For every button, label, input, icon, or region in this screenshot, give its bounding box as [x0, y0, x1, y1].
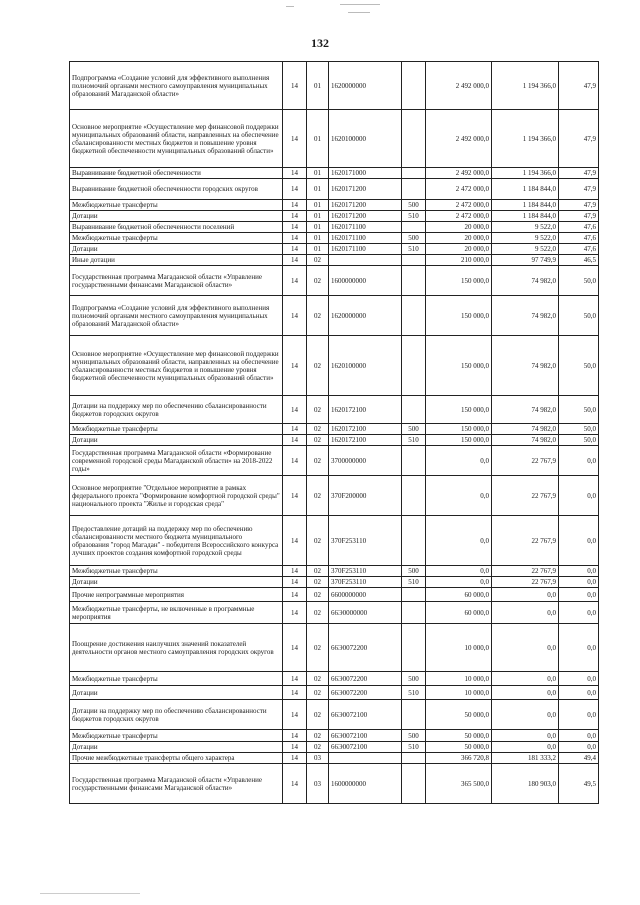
- row-subsection: 02: [307, 396, 329, 424]
- row-section: 14: [283, 244, 307, 255]
- row-percent: 46,5: [559, 255, 599, 266]
- table-row: [70, 222, 599, 233]
- row-percent: 47,9: [559, 168, 599, 179]
- row-plan-amount: 20 000,0: [426, 244, 492, 255]
- row-plan-amount: 0,0: [426, 566, 492, 577]
- table-row: [70, 672, 599, 686]
- row-actual-amount: 0,0: [492, 672, 559, 686]
- row-plan-amount: 10 000,0: [426, 672, 492, 686]
- row-name: Дотации: [70, 435, 283, 446]
- row-subsection: 02: [307, 742, 329, 753]
- row-actual-amount: 0,0: [492, 730, 559, 742]
- table-row: [70, 764, 599, 804]
- row-subsection: 01: [307, 110, 329, 168]
- budget-table-body: [70, 62, 599, 804]
- row-plan-amount: 150 000,0: [426, 435, 492, 446]
- row-plan-amount: 20 000,0: [426, 233, 492, 244]
- row-subsection: 01: [307, 168, 329, 179]
- row-plan-amount: 60 000,0: [426, 602, 492, 624]
- row-target-code: 1620172100: [329, 396, 402, 424]
- row-section: 14: [283, 730, 307, 742]
- row-section: 14: [283, 424, 307, 435]
- table-row: [70, 266, 599, 296]
- row-section: 14: [283, 179, 307, 200]
- table-row: [70, 686, 599, 700]
- row-subsection: 01: [307, 179, 329, 200]
- row-target-code: 66Э0072100: [329, 730, 402, 742]
- row-percent: 50,0: [559, 336, 599, 396]
- row-subsection: 03: [307, 764, 329, 804]
- row-actual-amount: 22 767,9: [492, 476, 559, 516]
- row-subsection: 01: [307, 211, 329, 222]
- table-row: [70, 577, 599, 588]
- row-name: Прочие межбюджетные трансферты общего характера: [70, 753, 283, 764]
- row-percent: 0,0: [559, 700, 599, 730]
- row-subsection: 02: [307, 686, 329, 700]
- row-name: Дотации: [70, 577, 283, 588]
- row-plan-amount: 2 492 000,0: [426, 110, 492, 168]
- row-expense-type: 510: [402, 211, 426, 222]
- row-actual-amount: 0,0: [492, 588, 559, 602]
- row-target-code: [329, 753, 402, 764]
- row-subsection: 01: [307, 222, 329, 233]
- row-expense-type: [402, 446, 426, 476]
- row-section: 14: [283, 516, 307, 566]
- row-percent: 0,0: [559, 672, 599, 686]
- row-target-code: 66Э0072100: [329, 742, 402, 753]
- row-name: Подпрограмма «Создание условий для эффективного выполнения полномочий органами местного самоуправления муниципальных образований Магаданской области»: [70, 62, 283, 110]
- table-row: [70, 624, 599, 672]
- row-subsection: 02: [307, 516, 329, 566]
- row-name: Выравнивание бюджетной обеспеченности городских округов: [70, 179, 283, 200]
- row-expense-type: [402, 476, 426, 516]
- row-name: Основное мероприятие "Отдельное мероприятие в рамках федерального проекта "Формирование комфортной городской среды" национального проекта "Жилье и городская среда": [70, 476, 283, 516]
- row-name: Прочие непрограммные мероприятия: [70, 588, 283, 602]
- budget-table: [69, 61, 599, 804]
- row-section: 14: [283, 222, 307, 233]
- row-percent: 0,0: [559, 446, 599, 476]
- row-target-code: 1620171200: [329, 211, 402, 222]
- row-target-code: 1620000000: [329, 296, 402, 336]
- row-section: 14: [283, 700, 307, 730]
- row-target-code: 6600000000: [329, 588, 402, 602]
- row-subsection: 02: [307, 446, 329, 476]
- row-target-code: 1620000000: [329, 62, 402, 110]
- table-row: [70, 446, 599, 476]
- row-expense-type: [402, 296, 426, 336]
- row-expense-type: 500: [402, 233, 426, 244]
- row-expense-type: 500: [402, 200, 426, 211]
- row-name: Иные дотации: [70, 255, 283, 266]
- row-section: 14: [283, 296, 307, 336]
- row-section: 14: [283, 62, 307, 110]
- row-target-code: 1620171100: [329, 222, 402, 233]
- row-actual-amount: 22 767,9: [492, 566, 559, 577]
- table-row: [70, 336, 599, 396]
- row-actual-amount: 180 903,0: [492, 764, 559, 804]
- table-row: [70, 700, 599, 730]
- row-section: 14: [283, 764, 307, 804]
- row-actual-amount: 74 982,0: [492, 296, 559, 336]
- row-percent: 47,9: [559, 211, 599, 222]
- row-target-code: 370F200000: [329, 476, 402, 516]
- row-percent: 50,0: [559, 435, 599, 446]
- row-percent: 0,0: [559, 602, 599, 624]
- row-expense-type: [402, 588, 426, 602]
- row-target-code: [329, 255, 402, 266]
- row-expense-type: [402, 396, 426, 424]
- row-percent: 47,9: [559, 200, 599, 211]
- footer-line: [40, 893, 140, 894]
- row-plan-amount: 0,0: [426, 516, 492, 566]
- row-target-code: 1620100000: [329, 110, 402, 168]
- row-section: 14: [283, 435, 307, 446]
- row-target-code: 370F253110: [329, 516, 402, 566]
- row-subsection: 02: [307, 588, 329, 602]
- row-plan-amount: 2 472 000,0: [426, 211, 492, 222]
- row-actual-amount: 22 767,9: [492, 446, 559, 476]
- row-expense-type: [402, 516, 426, 566]
- row-target-code: 1620100000: [329, 336, 402, 396]
- row-name: Межбюджетные трансферты: [70, 200, 283, 211]
- row-section: 14: [283, 211, 307, 222]
- row-actual-amount: 9 522,0: [492, 233, 559, 244]
- row-name: Выравнивание бюджетной обеспеченности поселений: [70, 222, 283, 233]
- row-actual-amount: 0,0: [492, 700, 559, 730]
- row-plan-amount: 2 472 000,0: [426, 179, 492, 200]
- row-subsection: 02: [307, 424, 329, 435]
- row-expense-type: [402, 753, 426, 764]
- row-actual-amount: 1 194 366,0: [492, 168, 559, 179]
- row-target-code: 1620171000: [329, 168, 402, 179]
- row-actual-amount: 0,0: [492, 602, 559, 624]
- row-percent: 49,4: [559, 753, 599, 764]
- row-name: Основное мероприятие «Осуществление мер финансовой поддержки муниципальных образований области, направленных на обеспечение сбалансированности местных бюджетов и повышение уровня бюджетной обеспеченности муниципальных образований области»: [70, 336, 283, 396]
- row-target-code: 66Э0072100: [329, 700, 402, 730]
- row-expense-type: [402, 764, 426, 804]
- row-section: 14: [283, 602, 307, 624]
- row-actual-amount: 74 982,0: [492, 396, 559, 424]
- row-name: Поощрение достижения наилучших значений показателей деятельности органов местного самоуправления городских округов: [70, 624, 283, 672]
- row-percent: 50,0: [559, 424, 599, 435]
- row-actual-amount: 9 522,0: [492, 244, 559, 255]
- table-row: [70, 566, 599, 577]
- row-expense-type: [402, 624, 426, 672]
- row-subsection: 02: [307, 577, 329, 588]
- row-plan-amount: 10 000,0: [426, 686, 492, 700]
- row-actual-amount: 0,0: [492, 624, 559, 672]
- table-row: [70, 476, 599, 516]
- row-target-code: 370F253110: [329, 566, 402, 577]
- row-section: 14: [283, 255, 307, 266]
- table-row: [70, 742, 599, 753]
- row-section: 14: [283, 266, 307, 296]
- row-expense-type: [402, 266, 426, 296]
- row-name: Государственная программа Магаданской области «Управление государственными финансами Магаданской области»: [70, 266, 283, 296]
- table-row: [70, 753, 599, 764]
- row-name: Государственная программа Магаданской области «Управление государственными финансами Магаданской области»: [70, 764, 283, 804]
- row-name: Выравнивание бюджетной обеспеченности: [70, 168, 283, 179]
- row-actual-amount: 22 767,9: [492, 577, 559, 588]
- row-target-code: 66Э0072200: [329, 686, 402, 700]
- row-plan-amount: 2 472 000,0: [426, 200, 492, 211]
- row-plan-amount: 0,0: [426, 577, 492, 588]
- row-name: Дотации: [70, 244, 283, 255]
- table-row: [70, 730, 599, 742]
- row-expense-type: 510: [402, 435, 426, 446]
- row-target-code: 66Э0000000: [329, 602, 402, 624]
- table-row: [70, 233, 599, 244]
- row-plan-amount: 10 000,0: [426, 624, 492, 672]
- row-percent: 0,0: [559, 476, 599, 516]
- row-actual-amount: 9 522,0: [492, 222, 559, 233]
- row-target-code: 1620171100: [329, 233, 402, 244]
- row-percent: 0,0: [559, 730, 599, 742]
- table-row: [70, 588, 599, 602]
- row-target-code: 66Э0072200: [329, 624, 402, 672]
- row-actual-amount: 74 982,0: [492, 266, 559, 296]
- row-section: 14: [283, 168, 307, 179]
- row-actual-amount: 74 982,0: [492, 336, 559, 396]
- row-subsection: 02: [307, 700, 329, 730]
- row-section: 14: [283, 624, 307, 672]
- row-percent: 0,0: [559, 516, 599, 566]
- row-actual-amount: 1 184 844,0: [492, 200, 559, 211]
- row-expense-type: 500: [402, 566, 426, 577]
- row-section: 14: [283, 233, 307, 244]
- row-section: 14: [283, 446, 307, 476]
- row-plan-amount: 365 500,0: [426, 764, 492, 804]
- row-expense-type: [402, 602, 426, 624]
- page-number: 132: [311, 36, 329, 50]
- row-section: 14: [283, 200, 307, 211]
- row-actual-amount: 0,0: [492, 686, 559, 700]
- row-percent: 0,0: [559, 566, 599, 577]
- row-section: 14: [283, 476, 307, 516]
- row-actual-amount: 181 333,2: [492, 753, 559, 764]
- row-actual-amount: 1 184 844,0: [492, 211, 559, 222]
- row-name: Дотации: [70, 742, 283, 753]
- row-percent: 47,6: [559, 244, 599, 255]
- row-target-code: 370F253110: [329, 577, 402, 588]
- row-percent: 0,0: [559, 624, 599, 672]
- row-expense-type: 510: [402, 244, 426, 255]
- row-percent: 47,9: [559, 62, 599, 110]
- row-subsection: 02: [307, 602, 329, 624]
- row-target-code: 1620171200: [329, 200, 402, 211]
- row-expense-type: [402, 222, 426, 233]
- row-plan-amount: 50 000,0: [426, 742, 492, 753]
- row-name: Государственная программа Магаданской области «Формирование современной городской среды Магаданской области» на 2018-2022 годы»: [70, 446, 283, 476]
- row-expense-type: 500: [402, 730, 426, 742]
- table-row: [70, 200, 599, 211]
- table-row: [70, 396, 599, 424]
- row-plan-amount: 150 000,0: [426, 266, 492, 296]
- row-section: 14: [283, 566, 307, 577]
- table-row: [70, 435, 599, 446]
- row-percent: 0,0: [559, 577, 599, 588]
- table-row: [70, 602, 599, 624]
- row-subsection: 01: [307, 244, 329, 255]
- row-section: 14: [283, 588, 307, 602]
- row-plan-amount: 0,0: [426, 446, 492, 476]
- row-plan-amount: 50 000,0: [426, 730, 492, 742]
- row-target-code: 1620171200: [329, 179, 402, 200]
- row-section: 14: [283, 686, 307, 700]
- row-percent: 47,9: [559, 179, 599, 200]
- row-subsection: 02: [307, 435, 329, 446]
- row-actual-amount: 74 982,0: [492, 424, 559, 435]
- row-expense-type: [402, 336, 426, 396]
- row-expense-type: [402, 700, 426, 730]
- row-subsection: 02: [307, 296, 329, 336]
- row-plan-amount: 60 000,0: [426, 588, 492, 602]
- row-percent: 49,5: [559, 764, 599, 804]
- row-actual-amount: 22 767,9: [492, 516, 559, 566]
- row-section: 14: [283, 577, 307, 588]
- row-percent: 50,0: [559, 266, 599, 296]
- row-subsection: 02: [307, 566, 329, 577]
- row-name: Дотации: [70, 686, 283, 700]
- row-subsection: 02: [307, 672, 329, 686]
- row-expense-type: [402, 168, 426, 179]
- row-name: Основное мероприятие «Осуществление мер финансовой поддержки муниципальных образований области, направленных на обеспечение сбалансированности местных бюджетов и повышение уровня бюджетной обеспеченности муниципальных образований области»: [70, 110, 283, 168]
- table-row: [70, 296, 599, 336]
- row-target-code: 3700000000: [329, 446, 402, 476]
- row-expense-type: 500: [402, 672, 426, 686]
- row-expense-type: 510: [402, 742, 426, 753]
- row-subsection: 02: [307, 336, 329, 396]
- row-actual-amount: 1 194 366,0: [492, 110, 559, 168]
- row-percent: 0,0: [559, 742, 599, 753]
- row-subsection: 02: [307, 266, 329, 296]
- row-expense-type: 510: [402, 577, 426, 588]
- table-row: [70, 516, 599, 566]
- row-section: 14: [283, 110, 307, 168]
- row-expense-type: [402, 62, 426, 110]
- row-name: Межбюджетные трансферты: [70, 730, 283, 742]
- row-plan-amount: 150 000,0: [426, 336, 492, 396]
- row-percent: 47,6: [559, 222, 599, 233]
- row-name: Межбюджетные трансферты: [70, 424, 283, 435]
- row-percent: 50,0: [559, 396, 599, 424]
- row-name: Предоставление дотаций на поддержку мер по обеспечению сбалансированности местного бюджета муниципального образования "город Магадан" - победителя Всероссийского конкурса лучших проектов создания комфортной городской среды: [70, 516, 283, 566]
- row-actual-amount: 74 982,0: [492, 435, 559, 446]
- row-plan-amount: 150 000,0: [426, 396, 492, 424]
- row-plan-amount: 0,0: [426, 476, 492, 516]
- table-row: [70, 255, 599, 266]
- row-name: Межбюджетные трансферты: [70, 566, 283, 577]
- row-percent: 50,0: [559, 296, 599, 336]
- table-row: [70, 244, 599, 255]
- row-subsection: 02: [307, 255, 329, 266]
- table-row: [70, 424, 599, 435]
- row-section: 14: [283, 742, 307, 753]
- row-section: 14: [283, 336, 307, 396]
- row-target-code: 1620172100: [329, 435, 402, 446]
- row-plan-amount: 150 000,0: [426, 424, 492, 435]
- row-actual-amount: 0,0: [492, 742, 559, 753]
- row-target-code: 1600000000: [329, 764, 402, 804]
- row-plan-amount: 150 000,0: [426, 296, 492, 336]
- row-plan-amount: 50 000,0: [426, 700, 492, 730]
- row-expense-type: 500: [402, 424, 426, 435]
- row-subsection: 01: [307, 200, 329, 211]
- row-plan-amount: 2 492 000,0: [426, 62, 492, 110]
- row-section: 14: [283, 396, 307, 424]
- row-plan-amount: 20 000,0: [426, 222, 492, 233]
- table-row: [70, 168, 599, 179]
- row-actual-amount: 97 749,9: [492, 255, 559, 266]
- row-percent: 47,6: [559, 233, 599, 244]
- row-section: 14: [283, 672, 307, 686]
- row-target-code: 1600000000: [329, 266, 402, 296]
- row-subsection: 02: [307, 476, 329, 516]
- row-name: Межбюджетные трансферты: [70, 672, 283, 686]
- table-row: [70, 179, 599, 200]
- row-section: 14: [283, 753, 307, 764]
- row-name: Дотации на поддержку мер по обеспечению сбалансированности бюджетов городских округов: [70, 396, 283, 424]
- row-plan-amount: 2 492 000,0: [426, 168, 492, 179]
- row-actual-amount: 1 184 844,0: [492, 179, 559, 200]
- row-target-code: 1620172100: [329, 424, 402, 435]
- row-name: Дотации: [70, 211, 283, 222]
- table-row: [70, 62, 599, 110]
- row-percent: 47,9: [559, 110, 599, 168]
- row-expense-type: [402, 179, 426, 200]
- row-name: Подпрограмма «Создание условий для эффективного выполнения полномочий органами местного самоуправления муниципальных образований Магаданской области»: [70, 296, 283, 336]
- row-expense-type: 510: [402, 686, 426, 700]
- row-percent: 0,0: [559, 686, 599, 700]
- row-name: Межбюджетные трансферты: [70, 233, 283, 244]
- row-subsection: 03: [307, 753, 329, 764]
- table-row: [70, 211, 599, 222]
- row-name: Межбюджетные трансферты, не включенные в программные мероприятия: [70, 602, 283, 624]
- row-subsection: 01: [307, 62, 329, 110]
- row-subsection: 02: [307, 730, 329, 742]
- row-target-code: 1620171100: [329, 244, 402, 255]
- row-expense-type: [402, 110, 426, 168]
- row-actual-amount: 1 194 366,0: [492, 62, 559, 110]
- row-plan-amount: 366 720,8: [426, 753, 492, 764]
- row-name: Дотации на поддержку мер по обеспечению сбалансированности бюджетов городских округов: [70, 700, 283, 730]
- row-subsection: 01: [307, 233, 329, 244]
- row-subsection: 02: [307, 624, 329, 672]
- row-expense-type: [402, 255, 426, 266]
- row-plan-amount: 210 000,0: [426, 255, 492, 266]
- row-target-code: 66Э0072200: [329, 672, 402, 686]
- table-row: [70, 110, 599, 168]
- row-percent: 0,0: [559, 588, 599, 602]
